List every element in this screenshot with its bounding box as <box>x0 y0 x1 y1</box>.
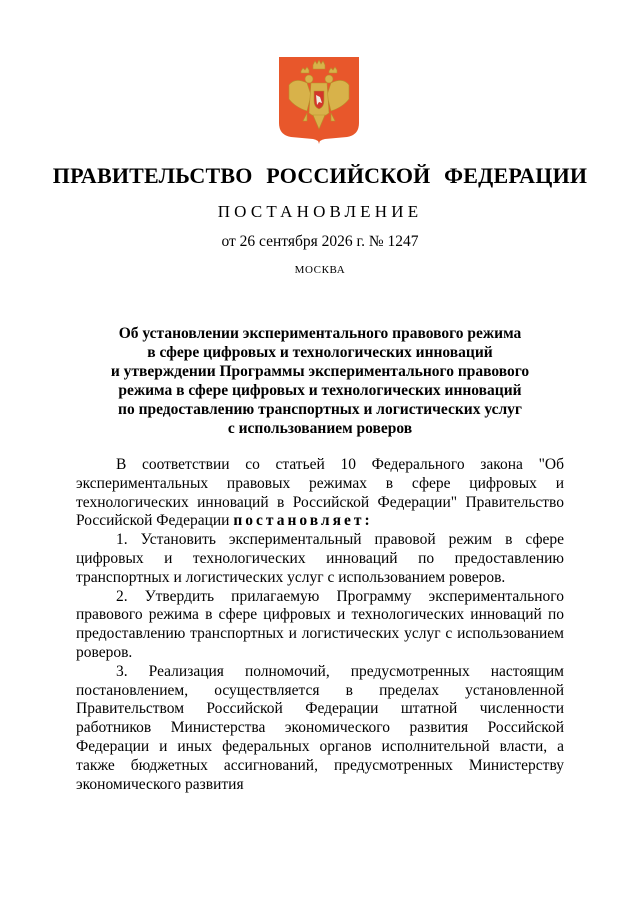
heading-line: с использованием роверов <box>227 420 413 437</box>
intro-text: В соответствии со статьей 10 Федерального закона "Об экспериментальных правовых режимах в сфере цифровых и технологических инноваций в Российской Федерации" Правительство Российской Федерации <box>76 456 564 530</box>
issuer-title: ПРАВИТЕЛЬСТВО РОССИЙСКОЙ ФЕДЕРАЦИИ <box>52 163 588 188</box>
heading-line: режима в сфере цифровых и технологических инноваций <box>118 382 522 399</box>
document-heading <box>60 324 580 438</box>
document-type: ПОСТАНОВЛЕНИЕ <box>217 202 423 221</box>
heading-line: Об установлении экспериментального правового режима <box>118 325 522 342</box>
heading-line: и утверждении Программы экспериментального правового <box>110 363 530 380</box>
item-paragraph: 1. Установить экспериментальный правовой режим в сфере цифровых и технологических инноваций по предоставлению транспортных и логистических услуг с использованием роверов. <box>76 531 564 586</box>
city-name: МОСКВА <box>294 264 346 276</box>
date-and-number: от 26 сентября 2026 г. № 1247 <box>221 233 419 250</box>
heading-line: по предоставлению транспортных и логистических услуг <box>118 401 522 418</box>
item-paragraph: 2. Утвердить прилагаемую Программу экспериментального правового режима в сфере цифровых и технологических инноваций по предоставлению транспортных и логистических услуг с использованием роверов. <box>76 587 564 661</box>
heading-line: в сфере цифровых и технологических инноваций <box>147 344 493 361</box>
intro-paragraph <box>76 456 564 531</box>
eagle-icon <box>277 55 361 145</box>
document-body <box>76 456 564 794</box>
item-paragraph: 3. Реализация полномочий, предусмотренных настоящим постановлением, осуществляется в пределах установленной Правительством Российской Федерации штатной численности работников Министерства экономического развития Российской Федерации и иных федеральных органов исполнительной власти, а также бюджетных ассигнований, предусмотренных Министерству экономического развития <box>76 662 564 793</box>
coat-of-arms-emblem <box>277 55 361 145</box>
decree-word: постановляет: <box>233 512 373 530</box>
